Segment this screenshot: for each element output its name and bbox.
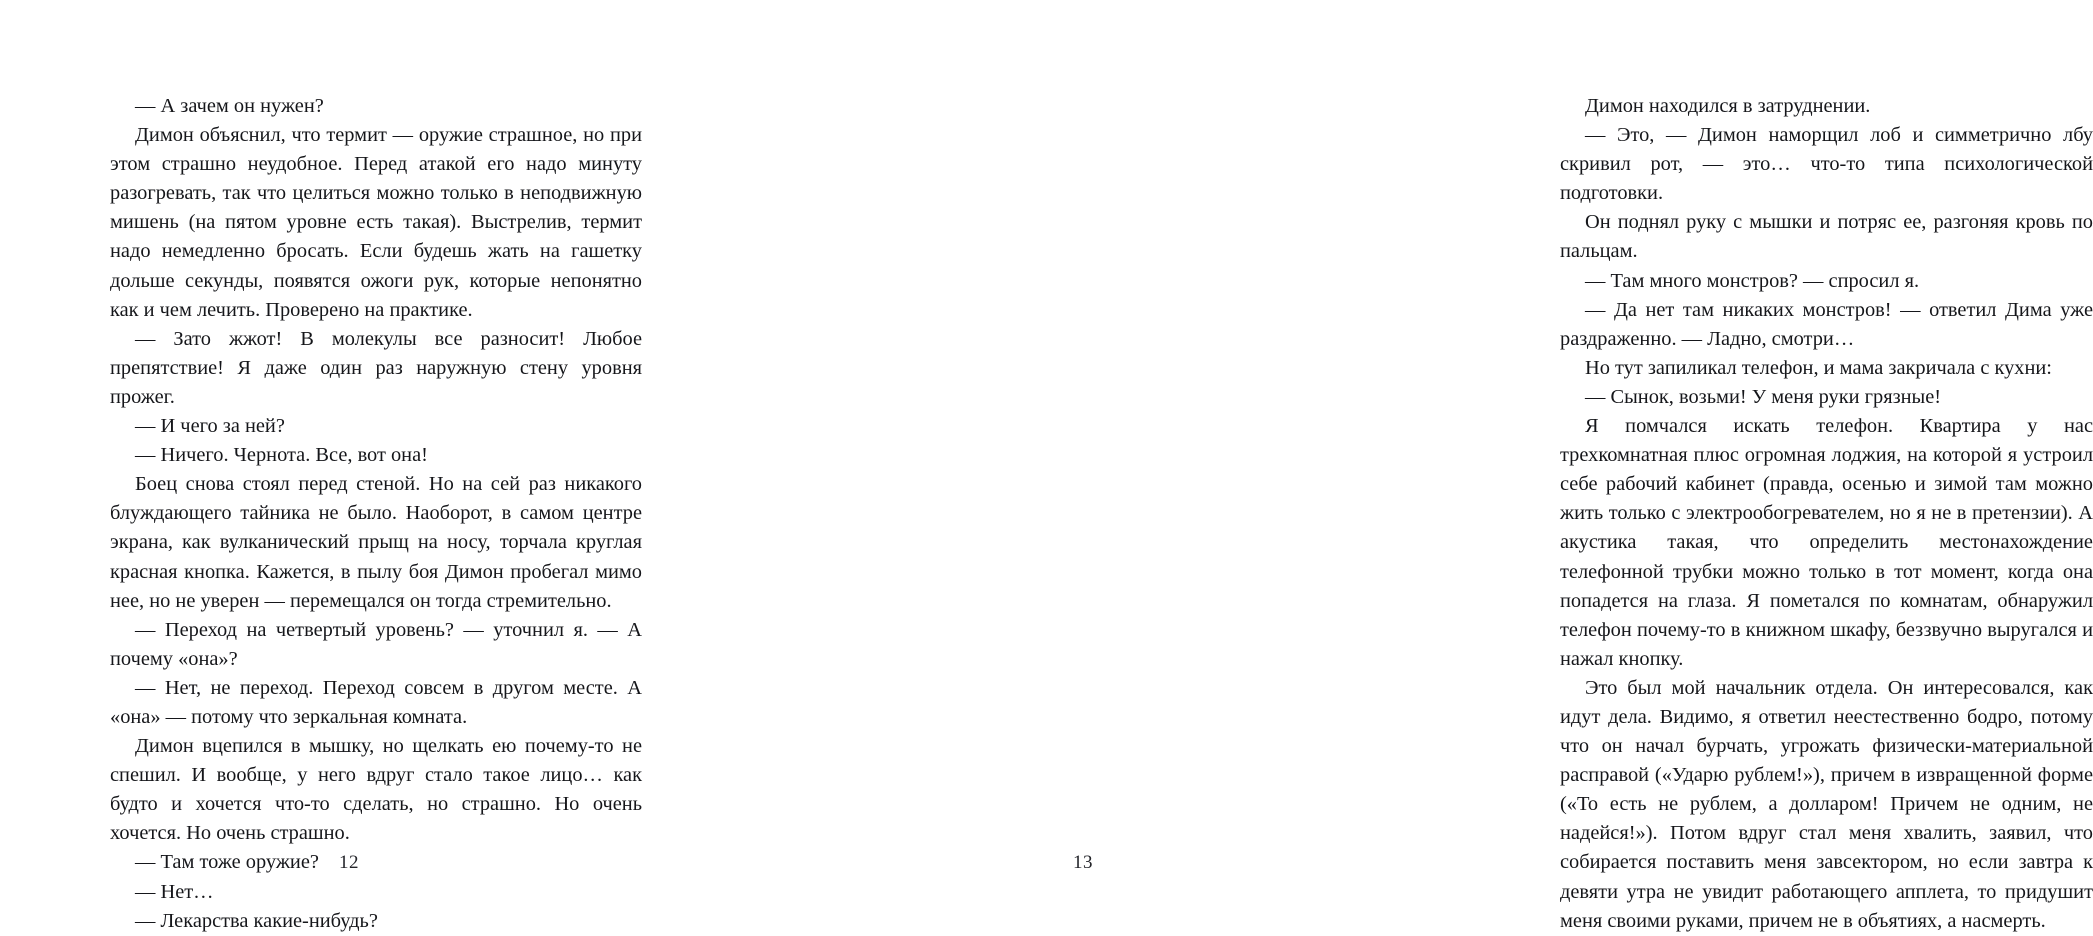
paragraph: — Да нет там никаких монстров! — ответил Дима уже раздраженно. — Ладно, смотри…	[1560, 298, 2093, 350]
paragraph: Димон объяснил, что термит — оружие страшное, но при этом страшно неудобное. Перед атакой его надо минуту разогревать, так что целиться можно только в неподвижную мишень (на пятом уровне есть такая). Выстрелив, термит надо немедленно бросать. Если будешь жать на гашетку дольше секунды, появятся ожоги рук, которые непонятно как и чем лечить. Проверено на практике.	[110, 124, 642, 321]
paragraph: Это был мой начальник отдела. Он интересовался, как идут дела. Видимо, я ответил неестественно бодро, потому что он начал бурчать, угрожать физически-материальной расправой («Ударю рублем!»), причем в извращенной форме («То есть не рублем, а долларом! Причем не одним, не надейся!»). Потом вдруг стал меня хвалить, заявил, что собирается поставить меня завсектором, но если завтра к девяти утра не увидит работающего апплета, то придушит меня своими руками, причем не в объятиях, а насмерть.	[1560, 676, 2093, 932]
right-page-textblock	[1560, 92, 2093, 936]
paragraph: Я помчался искать телефон. Квартира у нас трехкомнатная плюс огромная лоджия, на которой я устроил себе рабочий кабинет (правда, осенью и зимой там можно жить только с электрообогревателем, но я не в претензии). А акустика такая, что определить местонахождение телефонной трубки можно только в тот момент, когда она попадется на глаза. Я пометался по комнатам, обнаружил телефон почему-то в книжном шкафу, беззвучно выругался и нажал кнопку.	[1560, 415, 2093, 670]
paragraph: — Зато жжот! В молекулы все разносит! Любое препятствие! Я даже один раз наружную стену уровня прожег.	[110, 327, 642, 408]
paragraph: Димон вцепился в мышку, но щелкать ею почему-то не спешил. И вообще, у него вдруг стало такое лицо… как будто и хочется что-то сделать, но страшно. Но очень хочется. Но очень страшно.	[110, 735, 642, 845]
paragraph: — Там тоже оружие?	[135, 851, 319, 874]
paragraph: Боец снова стоял перед стеной. Но на сей раз никакого блуждающего тайника не было. Наоборот, в самом центре экрана, как вулканический прыщ на носу, торчала круглая красная кнопка. Кажется, в пылу боя Димон пробегал мимо нее, но не уверен — перемещался он тогда стремительно.	[110, 473, 642, 612]
page-number-right: 13	[1073, 852, 1093, 873]
paragraph: — Нет, не переход. Переход совсем в другом месте. А «она» — потому что зеркальная комната.	[110, 676, 642, 728]
paragraph: — Ничего. Чернота. Все, вот она!	[135, 444, 428, 467]
paragraph: — Сынок, возьми! У меня руки грязные!	[1585, 385, 1942, 408]
paragraph: — Переход на четвертый уровень? — уточнил я. — А почему «она»?	[110, 618, 642, 670]
paragraph: Димон находился в затруднении.	[1585, 95, 1871, 117]
paragraph: Но тут запиликал телефон, и мама закричала с кухни:	[1585, 356, 2052, 379]
page-number-left: 12	[339, 852, 359, 873]
paragraph: — Нет…	[135, 880, 214, 903]
paragraph: — Это, — Димон наморщил лоб и симметрично лбу скривил рот, — это… что-то типа психологической подготовки.	[1560, 124, 2093, 205]
page-right	[722, 0, 2093, 932]
paragraph: — Там много монстров? — спросил я.	[1585, 269, 1920, 292]
paragraph: — И чего за ней?	[135, 415, 285, 438]
paragraph: Он поднял руку с мышки и потряс ее, разгоняя кровь по пальцам.	[1560, 211, 2093, 263]
paragraph: — Лекарства какие-нибудь?	[135, 909, 378, 932]
paragraph: — А зачем он нужен?	[135, 95, 324, 117]
left-page-textblock	[110, 92, 642, 936]
page-left	[0, 0, 722, 932]
